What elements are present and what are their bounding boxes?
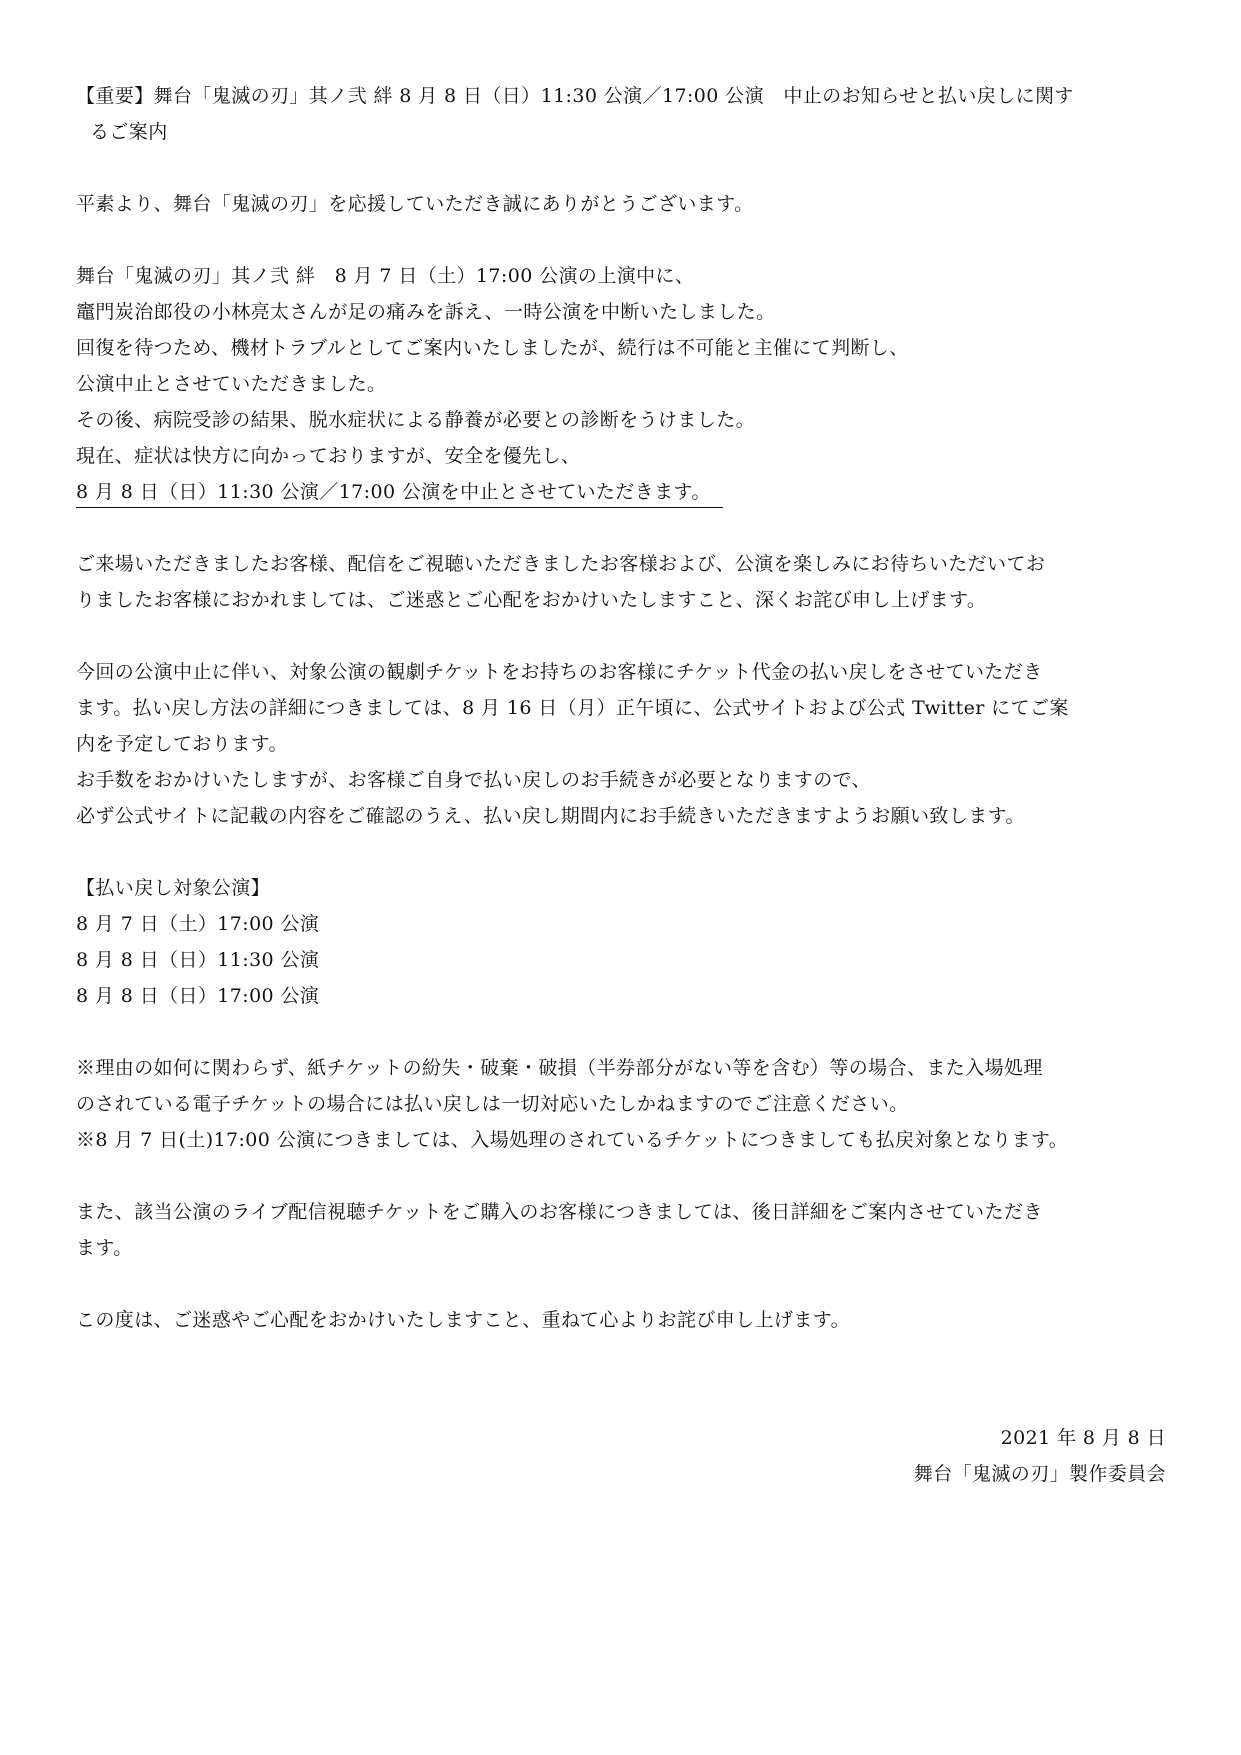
- paragraph-gap: [76, 834, 1166, 870]
- paragraph-gap: [76, 1266, 1166, 1302]
- refund-target-item: 8 月 8 日（日）11:30 公演: [76, 949, 320, 971]
- apology-paragraph: [76, 546, 1166, 618]
- streaming-line: また、該当公演のライブ配信視聴チケットをご購入のお客様につきましては、後日詳細をご案内させていただき: [76, 1201, 1043, 1223]
- notice-document: [76, 78, 1166, 1338]
- refund-line: ます。払い戻し方法の詳細につきましては、8 月 16 日（月）正午頃に、公式サイトおよび公式 Twitter にてご案: [76, 697, 1069, 719]
- closing-text: この度は、ご迷惑やご心配をおかけいたしますこと、重ねて心よりお詫び申し上げます。: [76, 1309, 851, 1331]
- paragraph-gap: [76, 618, 1166, 654]
- streaming-paragraph: [76, 1194, 1166, 1266]
- refund-targets-heading: 【払い戻し対象公演】: [76, 877, 271, 899]
- apology-line: りましたお客様におかれましては、ご迷惑とご心配をおかけいたしますこと、深くお詫び申し上げます。: [76, 589, 987, 611]
- title-line: 【重要】舞台「鬼滅の刃」其ノ弐 絆 8 月 8 日（日）11:30 公演／17:00 公演 中止のお知らせと払い戻しに関す: [76, 85, 1074, 107]
- note-line: ※8 月 7 日(土)17:00 公演につきましては、入場処理のされているチケットにつきましても払戻対象となります。: [76, 1129, 1069, 1151]
- paragraph-gap: [76, 150, 1166, 186]
- refund-line: お手数をおかけいたしますが、お客様ご自身で払い戻しのお手続きが必要となりますので、: [76, 769, 872, 791]
- incident-line: 舞台「鬼滅の刃」其ノ弐 絆 8 月 7 日（土）17:00 公演の上演中に、: [76, 265, 695, 287]
- incident-line: 回復を待つため、機材トラブルとしてご案内いたしましたが、続行は不可能と主催にて判断し、: [76, 337, 909, 359]
- incident-paragraph: [76, 258, 1166, 510]
- incident-line: 公演中止とさせていただきました。: [76, 373, 387, 395]
- notes-paragraph: [76, 1050, 1166, 1158]
- refund-target-item: 8 月 7 日（土）17:00 公演: [76, 913, 320, 935]
- cancellation-underlined-text: 8 月 8 日（日）11:30 公演／17:00 公演を中止とさせていただきます。: [76, 477, 723, 508]
- note-line: ※理由の如何に関わらず、紙チケットの紛失・破棄・破損（半券部分がない等を含む）等の場合、また入場処理: [76, 1057, 1043, 1079]
- greeting-text: 平素より、舞台「鬼滅の刃」を応援していただき誠にありがとうございます。: [76, 193, 754, 215]
- refund-targets-list: [76, 870, 1166, 1014]
- paragraph-gap: [76, 1014, 1166, 1050]
- refund-line: 今回の公演中止に伴い、対象公演の観劇チケットをお持ちのお客様にチケット代金の払い戻しをさせていただき: [76, 661, 1043, 683]
- refund-line: 内を予定しております。: [76, 733, 288, 755]
- refund-target-item: 8 月 8 日（日）17:00 公演: [76, 985, 320, 1007]
- title-line: るご案内: [90, 121, 168, 143]
- signature-organization: 舞台「鬼滅の刃」製作委員会: [913, 1463, 1166, 1485]
- signature-date: 2021 年 8 月 8 日: [1000, 1427, 1166, 1449]
- note-line: のされている電子チケットの場合には払い戻しは一切対応いたしかねますのでご注意ください。: [76, 1093, 909, 1115]
- incident-line: 現在、症状は快方に向かっておりますが、安全を優先し、: [76, 445, 581, 467]
- paragraph-gap: [76, 222, 1166, 258]
- refund-paragraph: [76, 654, 1166, 834]
- paragraph-gap: [76, 510, 1166, 546]
- notice-title: [76, 78, 1166, 150]
- cancellation-line: [76, 474, 1166, 510]
- apology-line: ご来場いただきましたお客様、配信をご視聴いただきましたお客様および、公演を楽しみにお待ちいただいてお: [76, 553, 1046, 575]
- incident-line: 竈門炭治郎役の小林亮太さんが足の痛みを訴え、一時公演を中断いたしました。: [76, 301, 776, 323]
- paragraph-gap: [76, 1158, 1166, 1194]
- refund-line: 必ず公式サイトに記載の内容をご確認のうえ、払い戻し期間内にお手続きいただきますようお願い致します。: [76, 805, 1025, 827]
- streaming-line: ます。: [76, 1237, 133, 1259]
- signature-block: [914, 1420, 1166, 1492]
- incident-line: その後、病院受診の結果、脱水症状による静養が必要との診断をうけました。: [76, 409, 756, 431]
